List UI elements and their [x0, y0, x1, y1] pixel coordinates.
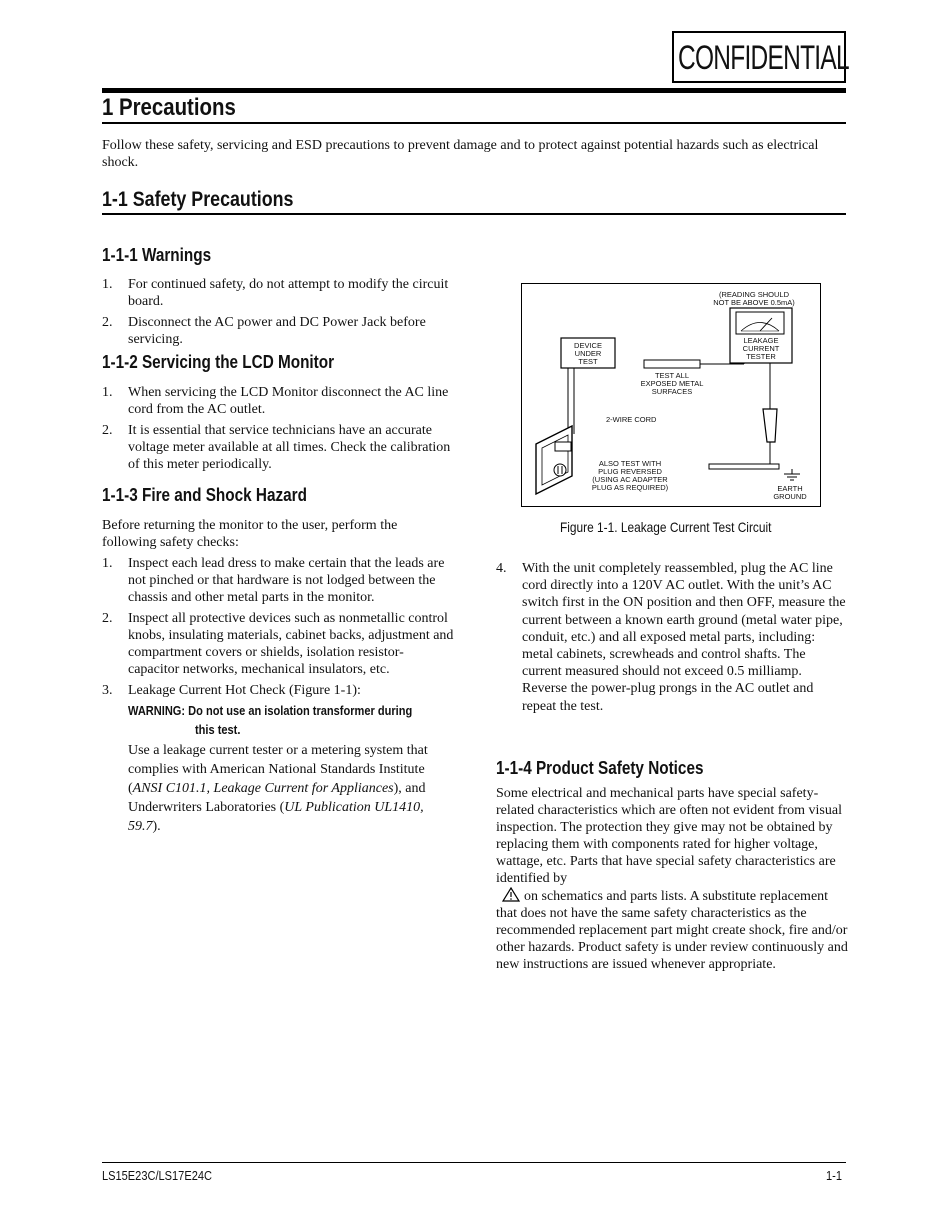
also-label: PLUG REVERSED — [598, 467, 662, 476]
servicing-heading: 1-1-2 Servicing the LCD Monitor — [102, 352, 335, 372]
chapter-title: 1 Precautions — [102, 94, 236, 121]
page-number: 1-1 — [826, 1168, 842, 1183]
servicing-list — [102, 384, 452, 477]
confidential-stamp — [672, 31, 849, 83]
notices-heading: 1-1-4 Product Safety Notices — [496, 758, 704, 778]
warnings-heading: 1-1-1 Warnings — [102, 245, 212, 265]
leakage-step-list — [496, 560, 846, 719]
test-label: SURFACES — [651, 387, 693, 396]
list-item: 4. With the unit completely reassembled, plug the AC line cord directly into a 120V AC outlet. With the unit’s AC switch first in the ON position and then OFF, measure the current between a known earth ground (metal water pipe, conduit, etc.) and all exposed metal parts, including: metal cabinets, screwheads and control shafts. The current measured should not exceed 0.5 milliamp. Reverse the power-plug prongs in the AC outlet and repeat the test. — [496, 561, 846, 714]
list-item: 1. For continued safety, do not attempt to modify the circuit board. — [102, 277, 449, 309]
chapter-rule — [102, 122, 846, 124]
leakage-circuit-diagram — [522, 284, 820, 506]
chapter-intro: Follow these safety, servicing and ESD precautions to prevent damage and to protect against potential hazards such as electrical shock. — [102, 138, 819, 170]
fire-list — [102, 555, 454, 840]
device-label: TEST — [578, 357, 598, 366]
tester-label: CURRENT — [742, 344, 780, 353]
notices-text: Some electrical and mechanical parts have special safety-related characteristics which are often not evident from visual inspection. The protection they give may not be obtained by replacing them with components rated for higher voltage, wattage, etc. Parts that have special safety characteristics are identified by on schematics and parts lists. A substitute replacement that does not have the same safety characteristics as the recommended replacement part might create shock, fire and/or other hazards. Product safety is under review continuously and new instructions are issued whenever appropriate. — [496, 786, 848, 972]
test-label: EXPOSED METAL — [640, 379, 704, 388]
leakage-body: Use a leakage current tester or a metering system that complies with American National Standards Institute (ANSI C101.1, Leakage Current for Appliances), and Underwriters Laboratories (UL Publication UL1410, 59.7). — [128, 743, 428, 834]
device-label: UNDER — [574, 349, 602, 358]
fire-heading: 1-1-3 Fire and Shock Hazard — [102, 485, 307, 505]
list-item: 2. It is essential that service technicians have an accurate voltage meter available at all times. Check the calibration of this meter periodically. — [102, 423, 451, 472]
list-item: 2. Disconnect the AC power and DC Power Jack before servicing. — [102, 315, 426, 347]
tester-label: LEAKAGE — [743, 336, 779, 345]
cord-label: 2-WIRE CORD — [606, 415, 657, 424]
fire-intro: Before returning the monitor to the user, perform the following safety checks: — [102, 518, 398, 550]
top-rule — [102, 88, 846, 93]
reading-label: NOT BE ABOVE 0.5mA) — [713, 298, 795, 307]
warning-triangle-icon — [502, 887, 520, 902]
figure-caption: Figure 1-1. Leakage Current Test Circuit — [560, 519, 772, 535]
warning-note: WARNING: Do not use an isolation transformer during — [128, 703, 413, 718]
also-label: ALSO TEST WITH — [598, 459, 662, 468]
warnings-list — [102, 276, 452, 352]
test-label: TEST ALL — [654, 371, 690, 380]
earth-label: EARTH — [777, 484, 803, 493]
list-item: 2. Inspect all protective devices such as nonmetallic control knobs, insulating materials, cabinet backs, adjustment and compartment covers or shields, isolation resistor-capacitor networks, mechanical insulators, etc. — [102, 611, 454, 677]
device-label: DEVICE — [574, 341, 602, 350]
warning-note-cont: this test. — [195, 722, 241, 737]
leakage-test-figure — [521, 283, 821, 507]
footer-model: LS15E23C/LS17E24C — [102, 1168, 212, 1183]
footer-rule — [102, 1162, 846, 1163]
also-label: PLUG AS REQUIRED) — [591, 483, 669, 492]
section-title: 1-1 Safety Precautions — [102, 188, 294, 211]
reading-label: (READING SHOULD — [718, 290, 790, 299]
list-item: 1. Inspect each lead dress to make certain that the leads are not pinched or that hardware is not lodged between the chassis and other metal parts in the monitor. — [102, 556, 445, 605]
tester-label: TESTER — [746, 352, 776, 361]
section-rule — [102, 213, 846, 215]
also-label: (USING AC ADAPTER — [592, 475, 668, 484]
earth-label: GROUND — [773, 492, 807, 501]
confidential-label: CONFIDENTIAL — [678, 39, 849, 77]
list-item: 3. Leakage Current Hot Check (Figure 1-1): WARNING: Do not use an isolation transformer during this test. Use a leakage current tester or a metering system that complies with American National Standards Institute (ANSI C101.1, Leakage Current for Appliances), and Underwriters Laboratories (UL Publication UL1410, 59.7). — [102, 682, 454, 836]
list-item: 1. When servicing the LCD Monitor disconnect the AC line cord from the AC outlet. — [102, 385, 449, 417]
